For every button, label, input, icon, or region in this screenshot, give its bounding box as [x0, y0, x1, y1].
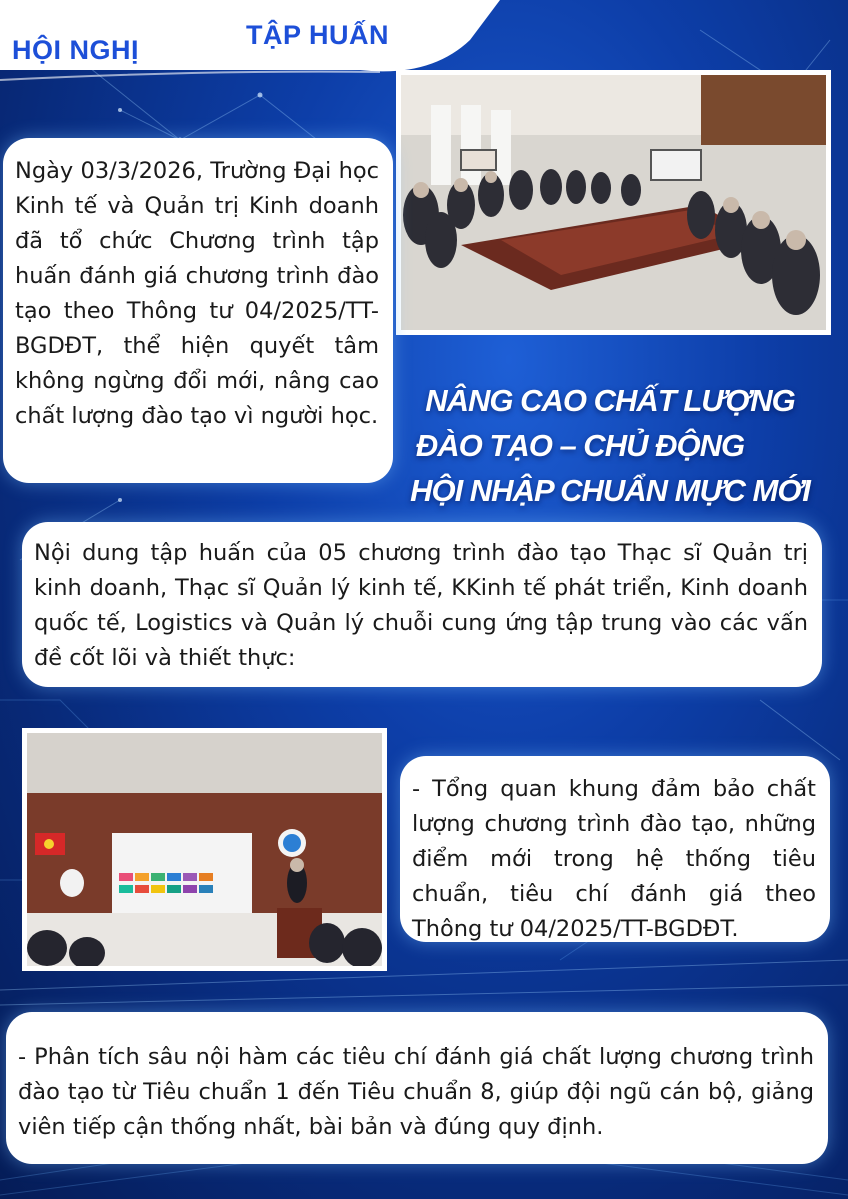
headline	[380, 378, 840, 513]
content-text: Nội dung tập huấn của 05 chương trình đào tạo Thạc sĩ Quản trị kinh doanh, Thạc sĩ Quản lý kinh tế, KKinh tế phát triển, Kinh doanh quốc tế, Logistics và Quản lý chuỗi cung ứng tập trung vào các vấn đề cốt lõi và thiết thực:	[34, 540, 808, 671]
point-card-1	[400, 756, 830, 942]
presentation-photo	[22, 728, 387, 971]
headline-line-1: NÂNG CAO CHẤT LƯỢNG	[425, 383, 795, 418]
headline-line-3: HỘI NHẬP CHUẨN MỰC MỚI	[410, 473, 810, 508]
point-card-2	[6, 1012, 828, 1164]
tag-tap-huan: TẬP HUẤN	[246, 20, 390, 50]
intro-text: Ngày 03/3/2026, Trường Đại học Kinh tế và Quản trị Kinh doanh đã tổ chức Chương trình tập huấn đánh giá chương trình đào tạo theo Thông tư 04/2025/TT-BGDĐT, thể hiện quyết tâm không ngừng đổi mới, nâng cao chất lượng đào tạo vì người học.	[15, 158, 379, 429]
content-card	[22, 522, 822, 687]
point-text-2: - Phân tích sâu nội hàm các tiêu chí đánh giá chất lượng chương trình đào tạo từ Tiêu chuẩn 1 đến Tiêu chuẩn 8, giúp đội ngũ cán bộ, giảng viên tiếp cận thống nhất, bài bản và đúng quy định.	[18, 1044, 814, 1140]
intro-card	[3, 138, 393, 483]
headline-line-2: ĐÀO TẠO – CHỦ ĐỘNG	[415, 428, 745, 463]
point-text-1: - Tổng quan khung đảm bảo chất lượng chương trình đào tạo, những điểm mới trong hệ thống tiêu chuẩn, tiêu chí đánh giá theo Thông tư 04/2025/TT-BGDĐT.	[412, 776, 816, 942]
tag-hoi-nghi: HỘI NGHỊ	[12, 35, 140, 65]
conference-room-photo	[396, 70, 831, 335]
